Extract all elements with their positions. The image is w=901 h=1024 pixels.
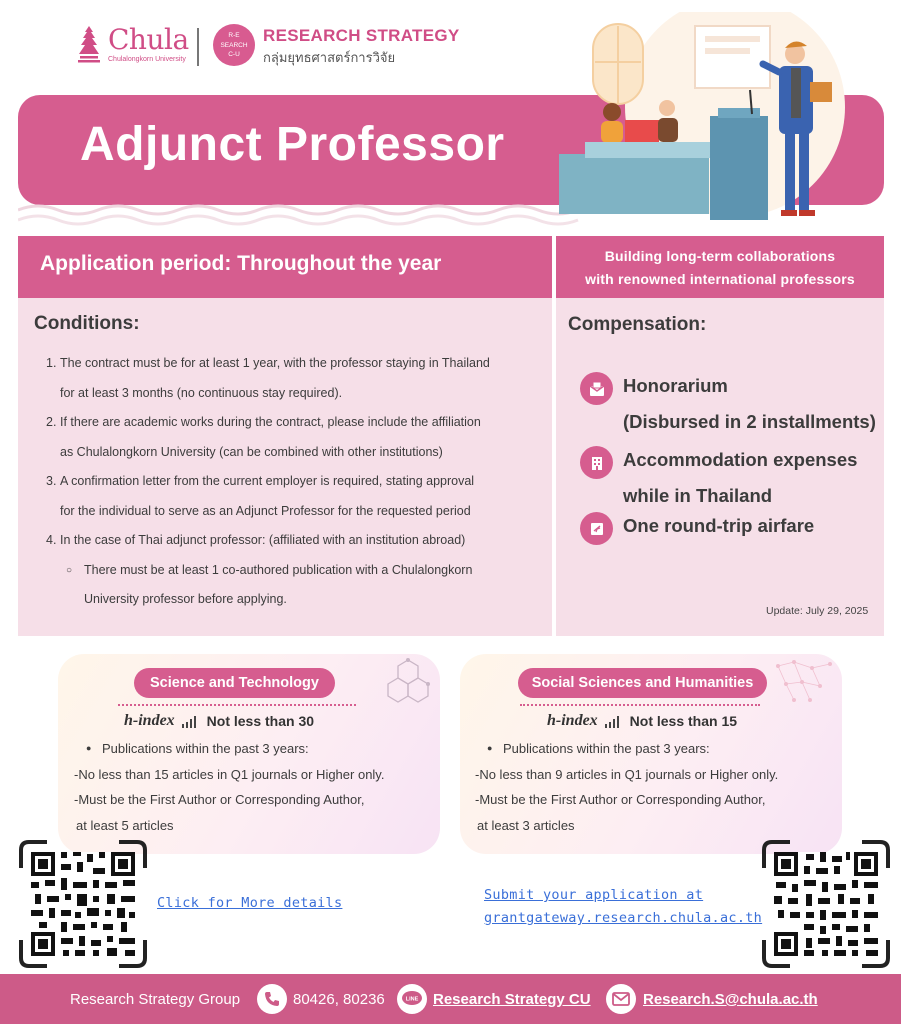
collab-line: Building long-term collaborations [604,248,836,264]
research-strategy-thai: กลุ่มยุทธศาสตร์การวิจัย [263,50,396,65]
condition-text: In the case of Thai adjunct professor: (affiliated with an institution abroad) [60,533,466,547]
bar-chart-icon [181,714,199,728]
compensation-text: while in Thailand [623,485,773,506]
condition-number: 4. [46,533,57,547]
line-icon [397,984,427,1014]
research-logo-line: C-U [228,51,240,58]
compensation-text: One round-trip airfare [623,515,815,536]
criteria-text: at least 5 articles [76,817,174,833]
footer-email-link[interactable]: Research.S@chula.ac.th [643,991,818,1008]
submit-link-line[interactable]: Submit your application at [484,887,704,903]
criteria-text: Publications within the past 3 years: [102,741,309,756]
compensation-text: (Disbursed in 2 installments) [623,411,876,432]
condition-item [46,408,542,467]
research-strategy-title: RESEARCH STRATEGY [263,26,460,45]
chula-emblem-icon [76,24,102,64]
dotted-divider [520,704,760,706]
dotted-divider [118,704,356,706]
conditions-list [46,349,542,615]
social-criteria [475,736,778,838]
email-icon [606,984,636,1014]
line-icon-text: LINE [405,996,419,1003]
page-title: Adjunct Professor [80,118,505,171]
condition-number: 1. [46,356,57,370]
research-logo-line: SEARCH [220,41,248,49]
footer-group: Research Strategy Group [70,991,241,1008]
bar-chart-icon [604,714,622,728]
compensation-text: Accommodation expenses [623,449,858,470]
condition-subitem [66,556,542,615]
bullet-icon: ● [86,743,92,753]
ticket-icon [580,512,613,545]
submit-application-link[interactable] [484,884,762,930]
compensation-item [580,512,814,545]
hindex-value: Not less than 30 [206,713,315,729]
social-pill: Social Sciences and Humanities [518,668,767,698]
hindex-value: Not less than 15 [629,713,738,729]
bullet-icon: ● [487,743,493,753]
hindex-label: h-index [547,712,598,729]
condition-text: for the individual to serve as an Adjunct Professor for the requested period [60,503,471,518]
office-illustration [555,12,885,227]
building-icon [580,446,613,479]
condition-number: 3. [46,474,57,488]
criteria-text: at least 3 articles [477,817,575,833]
application-period: Application period: Throughout the year [40,252,442,275]
compensation-item [580,372,876,440]
chula-logo [76,24,189,64]
phone-icon [257,984,287,1014]
condition-text: If there are academic works during the contract, please include the affiliation [60,415,481,429]
sub-bullet-icon: ○ [66,564,73,576]
network-icon [772,656,836,706]
criteria-text: Publications within the past 3 years: [503,741,710,756]
condition-text: There must be at least 1 co-authored publication with a Chulalongkorn [84,562,473,577]
chula-wordmark: Chula [108,22,189,56]
chula-subtitle: Chulalongkorn University [108,55,186,63]
condition-text: for at least 3 months (no continuous stay required). [60,385,343,400]
science-criteria [74,736,384,838]
collab-line: with renowned international professors [585,271,855,287]
criteria-text: -Must be the First Author or Corresponding Author, [475,792,766,807]
condition-item [46,526,542,556]
envelope-money-icon [580,372,613,405]
footer-phone[interactable]: 80426, 80236 [293,991,385,1008]
compensation-text: Honorarium [623,375,728,396]
compensation-item [580,446,857,514]
condition-text: as Chulalongkorn University (can be combined with other institutions) [60,444,443,459]
condition-item [46,349,542,408]
criteria-text: -Must be the First Author or Corresponding Author, [74,792,365,807]
qr-code-submit[interactable] [760,838,892,970]
collab-tagline [556,245,884,291]
research-cu-logo [213,24,255,66]
logo-divider [197,28,199,66]
footer-line-link[interactable]: Research Strategy CU [433,991,591,1008]
science-hindex [124,712,314,730]
condition-item [46,467,542,526]
hindex-label: h-index [124,712,175,729]
condition-text: A confirmation letter from the current employer is required, stating approval [60,474,475,488]
molecule-icon [378,656,438,708]
research-logo-line: R-E [228,32,240,39]
submit-link-url[interactable]: grantgateway.research.chula.ac.th [484,910,763,926]
condition-text: University professor before applying. [84,592,287,606]
science-pill: Science and Technology [134,668,335,698]
more-details-link[interactable]: Click for More details [157,895,343,911]
conditions-title: Conditions: [34,313,140,334]
update-date: Update: July 29, 2025 [766,605,869,617]
criteria-text: -No less than 9 articles in Q1 journals or Higher only. [475,766,779,782]
criteria-text: -No less than 15 articles in Q1 journals or Higher only. [74,766,385,782]
social-hindex [547,712,737,730]
qr-code-details[interactable] [17,838,149,970]
condition-text: The contract must be for at least 1 year, with the professor staying in Thailand [60,356,490,370]
condition-number: 2. [46,415,57,429]
compensation-title: Compensation: [568,314,707,335]
